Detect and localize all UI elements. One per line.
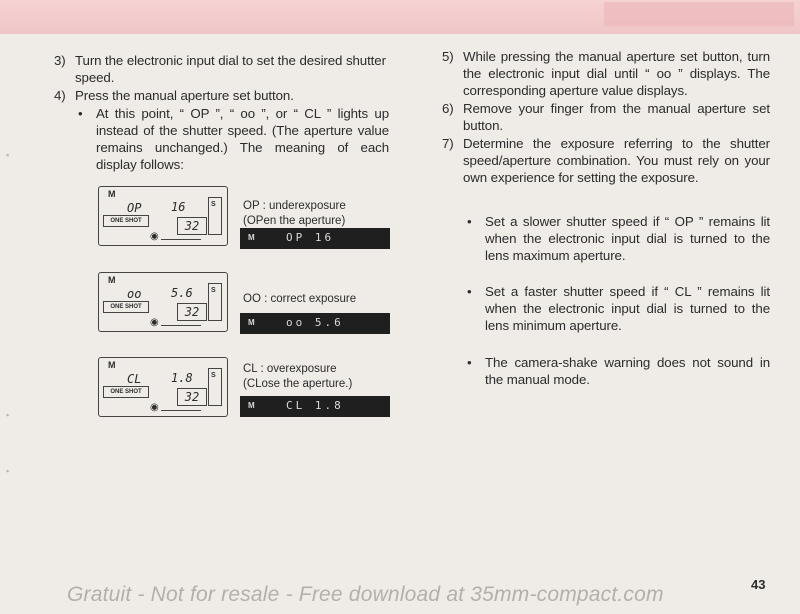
viewfinder-readout: oo 5.6 — [286, 316, 344, 329]
lcd-panel-overexposure — [98, 357, 228, 417]
caption-overexposure — [243, 362, 352, 392]
s-indicator — [208, 197, 222, 235]
bullet-dot: • — [467, 214, 472, 229]
step-number: 4) — [54, 88, 66, 103]
s-indicator — [208, 283, 222, 321]
caption-line-2: (OPen the aperture) — [243, 215, 346, 227]
bullet-dot: • — [78, 106, 83, 121]
viewfinder-readout: OP 16 — [286, 231, 335, 244]
scan-speck: ▪ — [6, 410, 10, 420]
step-4 — [54, 87, 389, 104]
underline-divider — [161, 239, 201, 240]
bullet-text: Set a faster shutter speed if “ CL ” remains lit when the electronic input dial is turned to the lens minimum aperture. — [485, 284, 770, 333]
right-column — [442, 48, 770, 388]
one-shot-label: ONE SHOT — [103, 301, 149, 313]
caption-line-1: OP : underexposure — [243, 200, 346, 212]
bullet-text: Set a slower shutter speed if “ OP ” remains lit when the electronic input dial is turned to the lens maximum aperture. — [485, 214, 770, 263]
left-column — [54, 52, 389, 173]
underline-divider — [161, 325, 201, 326]
mode-indicator: M — [108, 275, 116, 285]
frame-counter: 32 — [177, 303, 207, 321]
page-number: 43 — [751, 577, 766, 592]
caption-line-1: OO : correct exposure — [243, 293, 357, 305]
viewfinder-mode: M — [248, 233, 255, 242]
one-shot-label: ONE SHOT — [103, 215, 149, 227]
viewfinder-readout: CL 1.8 — [286, 399, 344, 412]
lcd-panel-underexposure — [98, 186, 228, 246]
lcd-panel-correct — [98, 272, 228, 332]
aperture-value: 16 — [171, 200, 186, 214]
scan-speck: ▪ — [6, 150, 10, 160]
viewfinder-display-overexposure — [240, 396, 390, 417]
s-label: S — [211, 201, 216, 208]
aperture-value: 1.8 — [171, 371, 193, 385]
step-5 — [442, 48, 770, 99]
frame-counter: 32 — [177, 388, 207, 406]
mode-indicator: M — [108, 360, 116, 370]
step-number: 6) — [442, 101, 454, 116]
s-label: S — [211, 287, 216, 294]
viewfinder-mode: M — [248, 401, 255, 410]
scan-speck: ▪ — [6, 466, 10, 476]
corner-tab — [604, 2, 794, 26]
viewfinder-display-underexposure — [240, 228, 390, 249]
viewfinder-display-correct — [240, 313, 390, 334]
s-indicator — [208, 368, 222, 406]
exposure-indicator: oo — [127, 287, 142, 301]
step-text: Remove your finger from the manual aperture set button. — [463, 101, 770, 133]
bullet-faster-speed — [464, 283, 770, 334]
step-number: 7) — [442, 136, 454, 151]
display-bullet — [75, 105, 389, 173]
battery-icon: ◉ — [150, 317, 159, 328]
step-3 — [54, 52, 389, 86]
one-shot-label: ONE SHOT — [103, 386, 149, 398]
caption-line-2: (CLose the aperture.) — [243, 378, 353, 390]
page-top-band — [0, 0, 800, 34]
bullet-slower-speed — [464, 213, 770, 264]
caption-underexposure — [243, 199, 346, 229]
step-7 — [442, 135, 770, 186]
bullet-dot: • — [467, 355, 472, 370]
bullet-text: The camera-shake warning does not sound in the manual mode. — [485, 355, 770, 387]
s-label: S — [211, 372, 216, 379]
step-text: While pressing the manual aperture set button, turn the electronic input dial until “ oo ” displays. The corresponding aperture value displays. — [463, 49, 770, 98]
bullet-text: At this point, “ OP ”, “ oo ”, or “ CL ” lights up instead of the shutter speed. (The aperture value remains unchanged.) The meaning of each display follows: — [96, 106, 389, 172]
bullet-camera-shake — [464, 354, 770, 388]
exposure-indicator: CL — [127, 372, 142, 386]
battery-icon: ◉ — [150, 231, 159, 242]
step-6 — [442, 100, 770, 134]
step-text: Determine the exposure referring to the shutter speed/aperture combination. You must rely on your own experience for setting the exposure. — [463, 136, 770, 185]
step-number: 5) — [442, 49, 454, 64]
step-number: 3) — [54, 53, 66, 68]
battery-icon: ◉ — [150, 402, 159, 413]
bullet-dot: • — [467, 284, 472, 299]
mode-indicator: M — [108, 189, 116, 199]
aperture-value: 5.6 — [171, 286, 193, 300]
caption-correct — [243, 292, 356, 307]
exposure-indicator: OP — [127, 201, 142, 215]
caption-line-1: CL : overexposure — [243, 363, 337, 375]
step-text: Press the manual aperture set button. — [75, 88, 294, 103]
watermark: Gratuit - Not for resale - Free download at 35mm-compact.com — [67, 583, 664, 606]
step-text: Turn the electronic input dial to set the desired shutter speed. — [75, 53, 386, 85]
viewfinder-mode: M — [248, 318, 255, 327]
frame-counter: 32 — [177, 217, 207, 235]
underline-divider — [161, 410, 201, 411]
